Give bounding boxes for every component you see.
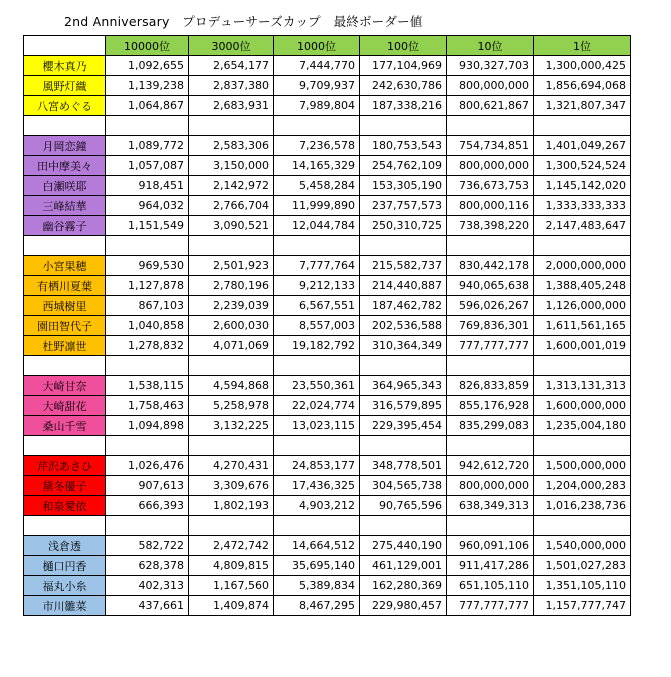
score-cell: 1,388,405,248 (534, 276, 631, 296)
header-rank: 100位 (360, 36, 447, 56)
table-row (24, 176, 631, 196)
score-cell: 237,757,573 (360, 196, 447, 216)
score-cell: 2,780,196 (189, 276, 274, 296)
score-cell: 229,980,457 (360, 596, 447, 616)
score-cell: 364,965,343 (360, 376, 447, 396)
score-cell: 12,044,784 (274, 216, 360, 236)
border-table (23, 35, 631, 616)
score-cell: 310,364,349 (360, 336, 447, 356)
score-cell: 153,305,190 (360, 176, 447, 196)
empty-cell (24, 236, 106, 256)
table-row (24, 556, 631, 576)
score-cell: 1,127,878 (106, 276, 189, 296)
empty-cell (447, 436, 534, 456)
idol-name-cell: 樋口円香 (24, 556, 106, 576)
idol-name-cell: 和泉愛依 (24, 496, 106, 516)
score-cell: 1,126,000,000 (534, 296, 631, 316)
header-rank: 10位 (447, 36, 534, 56)
score-cell: 1,167,560 (189, 576, 274, 596)
score-cell: 250,310,725 (360, 216, 447, 236)
idol-name-cell: 幽谷霧子 (24, 216, 106, 236)
score-cell: 2,000,000,000 (534, 256, 631, 276)
score-cell: 1,538,115 (106, 376, 189, 396)
score-cell: 4,809,815 (189, 556, 274, 576)
score-cell: 13,023,115 (274, 416, 360, 436)
empty-cell (534, 116, 631, 136)
score-cell: 4,903,212 (274, 496, 360, 516)
score-cell: 275,440,190 (360, 536, 447, 556)
empty-cell (189, 356, 274, 376)
idol-name-cell: 三峰結華 (24, 196, 106, 216)
table-row (24, 216, 631, 236)
empty-cell (534, 236, 631, 256)
group-spacer-row (24, 116, 631, 136)
empty-cell (447, 516, 534, 536)
idol-name-cell: 杜野凛世 (24, 336, 106, 356)
group-spacer-row (24, 236, 631, 256)
empty-cell (106, 436, 189, 456)
empty-cell (24, 516, 106, 536)
score-cell: 800,000,000 (447, 476, 534, 496)
score-cell: 187,462,782 (360, 296, 447, 316)
score-cell: 1,611,561,165 (534, 316, 631, 336)
group-spacer-row (24, 516, 631, 536)
score-cell: 1,333,333,333 (534, 196, 631, 216)
idol-name-cell: 大崎甜花 (24, 396, 106, 416)
score-cell: 242,630,786 (360, 76, 447, 96)
table-row (24, 596, 631, 616)
idol-name-cell: 小宮果穂 (24, 256, 106, 276)
score-cell: 942,612,720 (447, 456, 534, 476)
idol-name-cell: 八宮めぐる (24, 96, 106, 116)
score-cell: 3,150,000 (189, 156, 274, 176)
score-cell: 1,057,087 (106, 156, 189, 176)
empty-cell (360, 116, 447, 136)
score-cell: 1,064,867 (106, 96, 189, 116)
score-cell: 736,673,753 (447, 176, 534, 196)
empty-cell (106, 516, 189, 536)
score-cell: 7,236,578 (274, 136, 360, 156)
empty-cell (189, 116, 274, 136)
empty-cell (534, 516, 631, 536)
score-cell: 19,182,792 (274, 336, 360, 356)
score-cell: 214,440,887 (360, 276, 447, 296)
score-cell: 4,071,069 (189, 336, 274, 356)
empty-cell (534, 356, 631, 376)
score-cell: 1,235,004,180 (534, 416, 631, 436)
score-cell: 14,165,329 (274, 156, 360, 176)
score-cell: 738,398,220 (447, 216, 534, 236)
score-cell: 4,594,868 (189, 376, 274, 396)
score-cell: 1,501,027,283 (534, 556, 631, 576)
score-cell: 437,661 (106, 596, 189, 616)
score-cell: 2,472,742 (189, 536, 274, 556)
empty-cell (447, 116, 534, 136)
score-cell: 1,351,105,110 (534, 576, 631, 596)
score-cell: 402,313 (106, 576, 189, 596)
score-cell: 1,321,807,347 (534, 96, 631, 116)
table-row (24, 396, 631, 416)
empty-cell (447, 236, 534, 256)
empty-cell (24, 436, 106, 456)
score-cell: 6,567,551 (274, 296, 360, 316)
score-cell: 2,147,483,647 (534, 216, 631, 236)
idol-name-cell: 櫻木真乃 (24, 56, 106, 76)
score-cell: 7,777,764 (274, 256, 360, 276)
score-cell: 2,239,039 (189, 296, 274, 316)
score-cell: 1,089,772 (106, 136, 189, 156)
empty-cell (189, 436, 274, 456)
score-cell: 1,026,476 (106, 456, 189, 476)
score-cell: 830,442,178 (447, 256, 534, 276)
table-row (24, 56, 631, 76)
score-cell: 4,270,431 (189, 456, 274, 476)
score-cell: 5,389,834 (274, 576, 360, 596)
score-cell: 7,989,804 (274, 96, 360, 116)
score-cell: 907,613 (106, 476, 189, 496)
score-cell: 2,654,177 (189, 56, 274, 76)
table-row (24, 576, 631, 596)
score-cell: 1,157,777,747 (534, 596, 631, 616)
score-cell: 1,300,524,524 (534, 156, 631, 176)
score-cell: 2,583,306 (189, 136, 274, 156)
score-cell: 2,501,923 (189, 256, 274, 276)
idol-name-cell: 有栖川夏葉 (24, 276, 106, 296)
empty-cell (189, 236, 274, 256)
empty-cell (360, 436, 447, 456)
idol-name-cell: 桑山千雪 (24, 416, 106, 436)
empty-cell (447, 356, 534, 376)
idol-name-cell: 月岡恋鐘 (24, 136, 106, 156)
header-rank: 3000位 (189, 36, 274, 56)
table-row (24, 376, 631, 396)
score-cell: 17,436,325 (274, 476, 360, 496)
score-cell: 777,777,777 (447, 596, 534, 616)
score-cell: 7,444,770 (274, 56, 360, 76)
empty-cell (274, 516, 360, 536)
score-cell: 777,777,777 (447, 336, 534, 356)
score-cell: 3,309,676 (189, 476, 274, 496)
score-cell: 1,856,694,068 (534, 76, 631, 96)
score-cell: 254,762,109 (360, 156, 447, 176)
table-row (24, 476, 631, 496)
score-cell: 582,722 (106, 536, 189, 556)
table-body (24, 56, 631, 616)
group-spacer-row (24, 436, 631, 456)
score-cell: 1,278,832 (106, 336, 189, 356)
score-cell: 800,000,000 (447, 156, 534, 176)
score-cell: 348,778,501 (360, 456, 447, 476)
table-row (24, 336, 631, 356)
idol-name-cell: 黛冬優子 (24, 476, 106, 496)
idol-name-cell: 西城樹里 (24, 296, 106, 316)
header-rank: 10000位 (106, 36, 189, 56)
score-cell: 1,600,001,019 (534, 336, 631, 356)
score-cell: 177,104,969 (360, 56, 447, 76)
score-cell: 1,758,463 (106, 396, 189, 416)
empty-cell (534, 436, 631, 456)
empty-cell (360, 236, 447, 256)
score-cell: 162,280,369 (360, 576, 447, 596)
score-cell: 8,467,295 (274, 596, 360, 616)
score-cell: 911,417,286 (447, 556, 534, 576)
empty-cell (360, 516, 447, 536)
idol-name-cell: 市川雛菜 (24, 596, 106, 616)
score-cell: 8,557,003 (274, 316, 360, 336)
empty-cell (106, 236, 189, 256)
group-spacer-row (24, 356, 631, 376)
table-row (24, 536, 631, 556)
idol-name-cell: 浅倉透 (24, 536, 106, 556)
score-cell: 960,091,106 (447, 536, 534, 556)
score-cell: 3,132,225 (189, 416, 274, 436)
score-cell: 918,451 (106, 176, 189, 196)
score-cell: 754,734,851 (447, 136, 534, 156)
score-cell: 9,709,937 (274, 76, 360, 96)
empty-cell (274, 116, 360, 136)
idol-name-cell: 白瀬咲耶 (24, 176, 106, 196)
score-cell: 1,300,000,425 (534, 56, 631, 76)
idol-name-cell: 大崎甘奈 (24, 376, 106, 396)
score-cell: 5,258,978 (189, 396, 274, 416)
table-row (24, 76, 631, 96)
table-row (24, 296, 631, 316)
empty-cell (106, 356, 189, 376)
score-cell: 229,395,454 (360, 416, 447, 436)
idol-name-cell: 田中摩美々 (24, 156, 106, 176)
idol-name-cell: 芹沢あさひ (24, 456, 106, 476)
score-cell: 35,695,140 (274, 556, 360, 576)
empty-cell (24, 116, 106, 136)
score-cell: 1,204,000,283 (534, 476, 631, 496)
score-cell: 23,550,361 (274, 376, 360, 396)
score-cell: 461,129,001 (360, 556, 447, 576)
score-cell: 1,500,000,000 (534, 456, 631, 476)
score-cell: 1,802,193 (189, 496, 274, 516)
score-cell: 855,176,928 (447, 396, 534, 416)
table-row (24, 256, 631, 276)
score-cell: 1,092,655 (106, 56, 189, 76)
table-row (24, 316, 631, 336)
score-cell: 5,458,284 (274, 176, 360, 196)
score-cell: 964,032 (106, 196, 189, 216)
idol-name-cell: 風野灯織 (24, 76, 106, 96)
score-cell: 628,378 (106, 556, 189, 576)
score-cell: 90,765,596 (360, 496, 447, 516)
score-cell: 800,000,000 (447, 76, 534, 96)
score-cell: 9,212,133 (274, 276, 360, 296)
score-cell: 769,836,301 (447, 316, 534, 336)
score-cell: 2,683,931 (189, 96, 274, 116)
score-cell: 187,338,216 (360, 96, 447, 116)
score-cell: 1,151,549 (106, 216, 189, 236)
score-cell: 2,142,972 (189, 176, 274, 196)
score-cell: 1,401,049,267 (534, 136, 631, 156)
score-cell: 826,833,859 (447, 376, 534, 396)
score-cell: 304,565,738 (360, 476, 447, 496)
score-cell: 1,600,000,000 (534, 396, 631, 416)
score-cell: 596,026,267 (447, 296, 534, 316)
score-cell: 215,582,737 (360, 256, 447, 276)
empty-cell (274, 436, 360, 456)
empty-cell (24, 356, 106, 376)
score-cell: 1,040,858 (106, 316, 189, 336)
table-row (24, 456, 631, 476)
score-cell: 835,299,083 (447, 416, 534, 436)
score-cell: 2,766,704 (189, 196, 274, 216)
score-cell: 1,145,142,020 (534, 176, 631, 196)
score-cell: 867,103 (106, 296, 189, 316)
table-row (24, 416, 631, 436)
score-cell: 651,105,110 (447, 576, 534, 596)
score-cell: 1,540,000,000 (534, 536, 631, 556)
header-corner (24, 36, 106, 56)
table-row (24, 156, 631, 176)
score-cell: 969,530 (106, 256, 189, 276)
score-cell: 1,313,131,313 (534, 376, 631, 396)
empty-cell (360, 356, 447, 376)
score-cell: 930,327,703 (447, 56, 534, 76)
score-cell: 940,065,638 (447, 276, 534, 296)
score-cell: 14,664,512 (274, 536, 360, 556)
table-row (24, 96, 631, 116)
score-cell: 1,139,238 (106, 76, 189, 96)
header-rank: 1000位 (274, 36, 360, 56)
empty-cell (274, 356, 360, 376)
table-row (24, 136, 631, 156)
page-title: 2nd Anniversary プロデューサーズカップ 最終ボーダー値 (64, 14, 423, 29)
score-cell: 800,621,867 (447, 96, 534, 116)
score-cell: 2,837,380 (189, 76, 274, 96)
score-cell: 180,753,543 (360, 136, 447, 156)
table-row (24, 496, 631, 516)
score-cell: 800,000,116 (447, 196, 534, 216)
table-row (24, 276, 631, 296)
empty-cell (106, 116, 189, 136)
score-cell: 1,016,238,736 (534, 496, 631, 516)
score-cell: 666,393 (106, 496, 189, 516)
score-cell: 202,536,588 (360, 316, 447, 336)
score-cell: 22,024,774 (274, 396, 360, 416)
score-cell: 11,999,890 (274, 196, 360, 216)
idol-name-cell: 福丸小糸 (24, 576, 106, 596)
header-row (24, 36, 631, 56)
score-cell: 316,579,895 (360, 396, 447, 416)
score-cell: 24,853,177 (274, 456, 360, 476)
table-row (24, 196, 631, 216)
header-rank: 1位 (534, 36, 631, 56)
score-cell: 3,090,521 (189, 216, 274, 236)
score-cell: 1,409,874 (189, 596, 274, 616)
empty-cell (274, 236, 360, 256)
score-cell: 638,349,313 (447, 496, 534, 516)
score-cell: 1,094,898 (106, 416, 189, 436)
idol-name-cell: 園田智代子 (24, 316, 106, 336)
empty-cell (189, 516, 274, 536)
score-cell: 2,600,030 (189, 316, 274, 336)
